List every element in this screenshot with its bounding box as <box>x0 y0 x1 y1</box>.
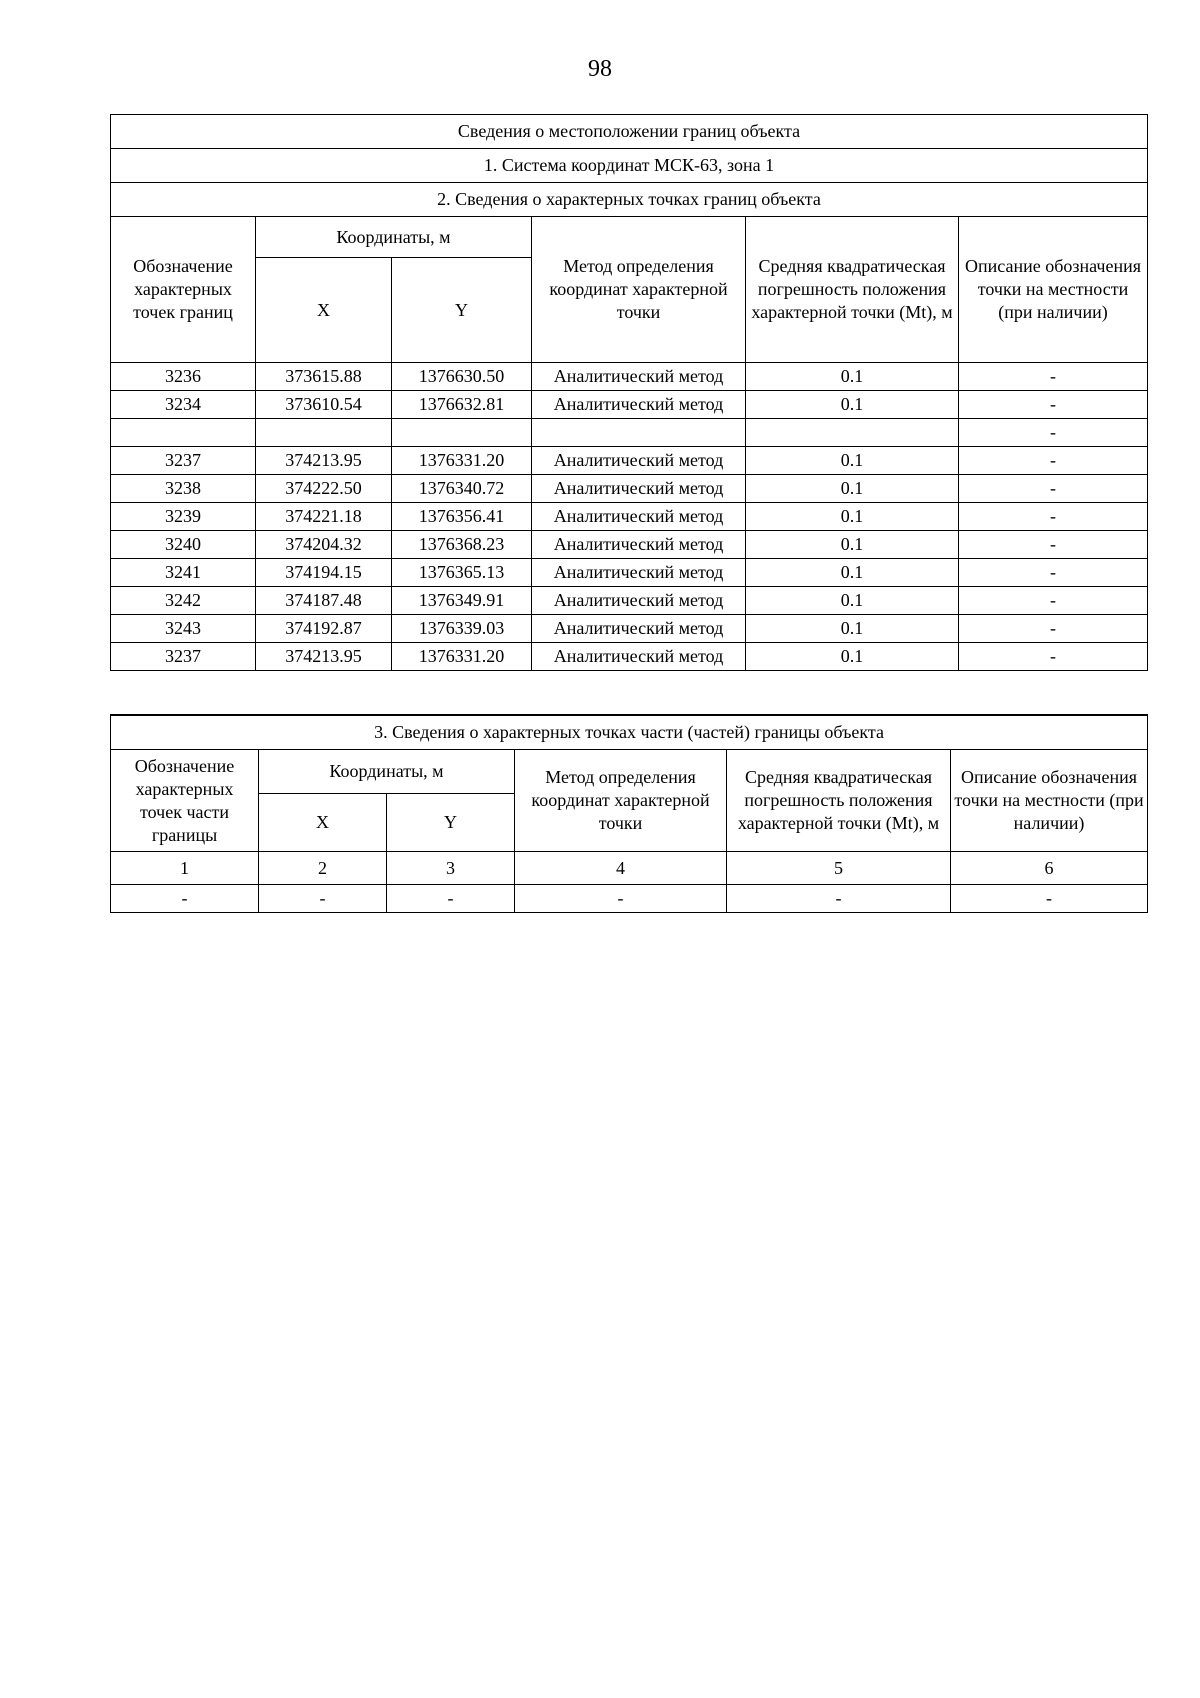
method-cell: Аналитический метод <box>532 363 746 391</box>
description-cell: - <box>959 559 1148 587</box>
point-id-cell: 3238 <box>111 475 256 503</box>
column-number: 6 <box>951 852 1148 885</box>
part-boundary-points-table <box>110 714 1148 913</box>
table-row <box>111 559 1148 587</box>
point-id-cell: 3241 <box>111 559 256 587</box>
method-cell: Аналитический метод <box>532 475 746 503</box>
mt-cell: 0.1 <box>746 615 959 643</box>
description-cell: - <box>959 615 1148 643</box>
x-coordinate-cell <box>256 419 392 447</box>
method-cell: Аналитический метод <box>532 447 746 475</box>
column-number: 1 <box>111 852 259 885</box>
mt-cell: 0.1 <box>746 587 959 615</box>
header-x: X <box>256 258 392 363</box>
point-id-cell <box>111 419 256 447</box>
x-coordinate-cell: 373615.88 <box>256 363 392 391</box>
x-coordinate-cell: 374187.48 <box>256 587 392 615</box>
header-designation: Обозначение характерных точек границ <box>111 217 256 363</box>
header-method: Метод определения координат характерной точки <box>532 217 746 363</box>
x-coordinate-cell: 374204.32 <box>256 531 392 559</box>
method-cell: Аналитический метод <box>532 643 746 671</box>
mt-cell <box>746 419 959 447</box>
point-id-cell: 3236 <box>111 363 256 391</box>
description-cell: - <box>959 391 1148 419</box>
x-coordinate-cell: 374221.18 <box>256 503 392 531</box>
column-number-row <box>111 852 1148 885</box>
page-number: 98 <box>588 56 612 82</box>
cell: - <box>111 885 259 913</box>
x-coordinate-cell: 374213.95 <box>256 643 392 671</box>
y-coordinate-cell: 1376331.20 <box>392 643 532 671</box>
y-coordinate-cell: 1376368.23 <box>392 531 532 559</box>
cell: - <box>259 885 387 913</box>
point-id-cell: 3239 <box>111 503 256 531</box>
table-row <box>111 475 1148 503</box>
mt-cell: 0.1 <box>746 531 959 559</box>
table-row <box>111 503 1148 531</box>
boundary-points-heading: 2. Сведения о характерных точках границ объекта <box>111 183 1148 217</box>
header-coordinates: Координаты, м <box>256 217 532 258</box>
cell: - <box>951 885 1148 913</box>
point-id-cell: 3237 <box>111 447 256 475</box>
y-coordinate-cell: 1376339.03 <box>392 615 532 643</box>
column-number: 4 <box>515 852 727 885</box>
column-number: 2 <box>259 852 387 885</box>
description-cell: - <box>959 363 1148 391</box>
x-coordinate-cell: 374213.95 <box>256 447 392 475</box>
mt-cell: 0.1 <box>746 447 959 475</box>
column-number: 3 <box>387 852 515 885</box>
y-coordinate-cell: 1376331.20 <box>392 447 532 475</box>
y-coordinate-cell: 1376630.50 <box>392 363 532 391</box>
method-cell: Аналитический метод <box>532 587 746 615</box>
point-id-cell: 3243 <box>111 615 256 643</box>
table-row <box>111 447 1148 475</box>
point-id-cell: 3240 <box>111 531 256 559</box>
header-coordinates: Координаты, м <box>259 750 515 794</box>
method-cell: Аналитический метод <box>532 615 746 643</box>
description-cell: - <box>959 531 1148 559</box>
y-coordinate-cell: 1376356.41 <box>392 503 532 531</box>
description-cell: - <box>959 475 1148 503</box>
description-cell: - <box>959 587 1148 615</box>
header-method: Метод определения координат характерной точки <box>515 750 727 852</box>
method-cell: Аналитический метод <box>532 531 746 559</box>
y-coordinate-cell: 1376365.13 <box>392 559 532 587</box>
table-row <box>111 363 1148 391</box>
table-row <box>111 531 1148 559</box>
description-cell: - <box>959 447 1148 475</box>
x-coordinate-cell: 374222.50 <box>256 475 392 503</box>
description-cell: - <box>959 643 1148 671</box>
header-description: Описание обозначения точки на местности (при наличии) <box>951 750 1148 852</box>
part-boundary-heading: 3. Сведения о характерных точках части (частей) границы объекта <box>111 715 1148 750</box>
cell: - <box>387 885 515 913</box>
point-id-cell: 3237 <box>111 643 256 671</box>
header-description: Описание обозначения точки на местности (при наличии) <box>959 217 1148 363</box>
point-id-cell: 3242 <box>111 587 256 615</box>
mt-cell: 0.1 <box>746 643 959 671</box>
mt-cell: 0.1 <box>746 391 959 419</box>
header-error: Средняя квадратическая погрешность положения характерной точки (Mt), м <box>746 217 959 363</box>
header-y: Y <box>392 258 532 363</box>
method-cell: Аналитический метод <box>532 391 746 419</box>
y-coordinate-cell: 1376340.72 <box>392 475 532 503</box>
method-cell: Аналитический метод <box>532 503 746 531</box>
mt-cell: 0.1 <box>746 363 959 391</box>
y-coordinate-cell <box>392 419 532 447</box>
cell: - <box>727 885 951 913</box>
x-coordinate-cell: 374194.15 <box>256 559 392 587</box>
header-x: X <box>259 794 387 852</box>
header-error: Средняя квадратическая погрешность положения характерной точки (Mt), м <box>727 750 951 852</box>
cell: - <box>515 885 727 913</box>
table-row <box>111 419 1148 447</box>
mt-cell: 0.1 <box>746 475 959 503</box>
table-row <box>111 391 1148 419</box>
description-cell: - <box>959 419 1148 447</box>
coordinate-system-heading: 1. Система координат МСК-63, зона 1 <box>111 149 1148 183</box>
table-title: Сведения о местоположении границ объекта <box>111 115 1148 149</box>
method-cell: Аналитический метод <box>532 559 746 587</box>
header-designation: Обозначение характерных точек части границы <box>111 750 259 852</box>
table-row <box>111 587 1148 615</box>
table-row <box>111 643 1148 671</box>
column-number: 5 <box>727 852 951 885</box>
table-row <box>111 885 1148 913</box>
x-coordinate-cell: 374192.87 <box>256 615 392 643</box>
table-row <box>111 615 1148 643</box>
mt-cell: 0.1 <box>746 559 959 587</box>
y-coordinate-cell: 1376632.81 <box>392 391 532 419</box>
boundary-points-table <box>110 114 1148 671</box>
description-cell: - <box>959 503 1148 531</box>
mt-cell: 0.1 <box>746 503 959 531</box>
header-y: Y <box>387 794 515 852</box>
point-id-cell: 3234 <box>111 391 256 419</box>
y-coordinate-cell: 1376349.91 <box>392 587 532 615</box>
method-cell <box>532 419 746 447</box>
x-coordinate-cell: 373610.54 <box>256 391 392 419</box>
